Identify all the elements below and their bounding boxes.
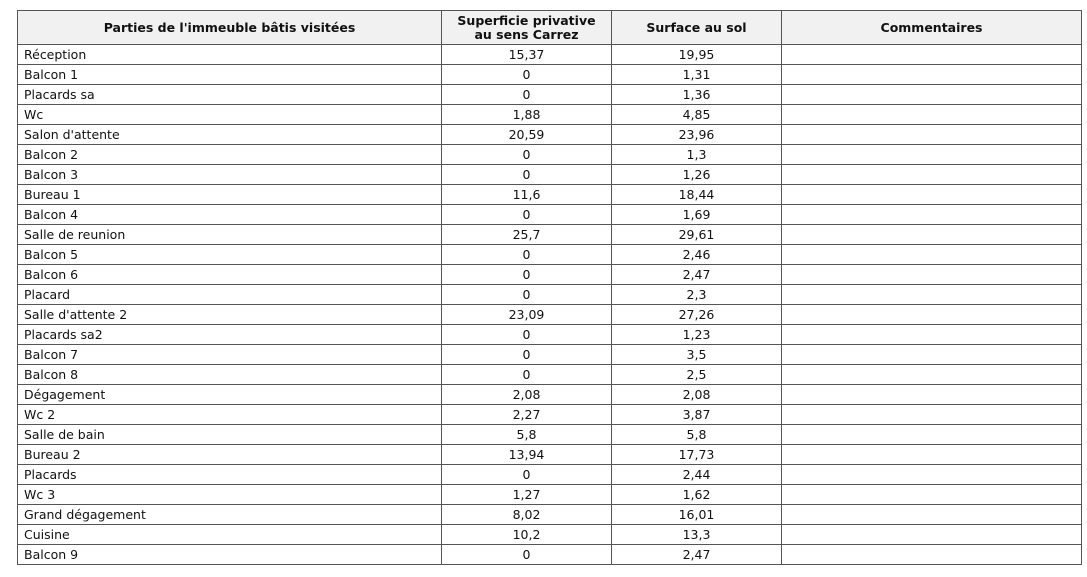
room-name-cell: Placard bbox=[18, 285, 442, 305]
floor-area-cell: 1,23 bbox=[612, 325, 782, 345]
table-row bbox=[18, 465, 1082, 485]
comment-cell bbox=[782, 445, 1082, 465]
carrez-area-cell: 0 bbox=[442, 365, 612, 385]
floor-area-cell: 23,96 bbox=[612, 125, 782, 145]
room-name-cell: Balcon 7 bbox=[18, 345, 442, 365]
comment-cell bbox=[782, 65, 1082, 85]
room-name-cell: Balcon 5 bbox=[18, 245, 442, 265]
room-name-cell: Cuisine bbox=[18, 525, 442, 545]
room-name-cell: Balcon 1 bbox=[18, 65, 442, 85]
comment-cell bbox=[782, 325, 1082, 345]
floor-area-cell: 18,44 bbox=[612, 185, 782, 205]
header-room: Parties de l'immeuble bâtis visitées bbox=[18, 11, 442, 45]
floor-area-cell: 1,36 bbox=[612, 85, 782, 105]
table-row bbox=[18, 45, 1082, 65]
table-row bbox=[18, 285, 1082, 305]
floor-area-cell: 27,26 bbox=[612, 305, 782, 325]
floor-area-cell: 29,61 bbox=[612, 225, 782, 245]
table-row bbox=[18, 305, 1082, 325]
carrez-area-cell: 13,94 bbox=[442, 445, 612, 465]
comment-cell bbox=[782, 245, 1082, 265]
carrez-area-cell: 25,7 bbox=[442, 225, 612, 245]
room-name-cell: Placards sa bbox=[18, 85, 442, 105]
comment-cell bbox=[782, 225, 1082, 245]
comment-cell bbox=[782, 45, 1082, 65]
comment-cell bbox=[782, 105, 1082, 125]
carrez-area-cell: 0 bbox=[442, 285, 612, 305]
floor-area-cell: 2,08 bbox=[612, 385, 782, 405]
comment-cell bbox=[782, 145, 1082, 165]
table-row bbox=[18, 365, 1082, 385]
floor-area-cell: 4,85 bbox=[612, 105, 782, 125]
room-name-cell: Wc 2 bbox=[18, 405, 442, 425]
room-name-cell: Salle d'attente 2 bbox=[18, 305, 442, 325]
room-name-cell: Bureau 1 bbox=[18, 185, 442, 205]
carrez-area-cell: 8,02 bbox=[442, 505, 612, 525]
comment-cell bbox=[782, 165, 1082, 185]
comment-cell bbox=[782, 505, 1082, 525]
comment-cell bbox=[782, 525, 1082, 545]
floor-area-cell: 3,87 bbox=[612, 405, 782, 425]
carrez-area-cell: 0 bbox=[442, 465, 612, 485]
room-name-cell: Placards bbox=[18, 465, 442, 485]
room-name-cell: Grand dégagement bbox=[18, 505, 442, 525]
carrez-area-cell: 0 bbox=[442, 325, 612, 345]
carrez-area-cell: 2,27 bbox=[442, 405, 612, 425]
room-name-cell: Salon d'attente bbox=[18, 125, 442, 145]
carrez-area-cell: 11,6 bbox=[442, 185, 612, 205]
room-name-cell: Salle de reunion bbox=[18, 225, 442, 245]
floor-area-cell: 16,01 bbox=[612, 505, 782, 525]
carrez-area-cell: 1,27 bbox=[442, 485, 612, 505]
table-row bbox=[18, 545, 1082, 565]
room-name-cell: Placards sa2 bbox=[18, 325, 442, 345]
table-row bbox=[18, 205, 1082, 225]
table-header bbox=[18, 11, 1082, 45]
floor-area-cell: 19,95 bbox=[612, 45, 782, 65]
table-row bbox=[18, 225, 1082, 245]
carrez-area-cell: 23,09 bbox=[442, 305, 612, 325]
carrez-area-cell: 0 bbox=[442, 345, 612, 365]
table-row bbox=[18, 185, 1082, 205]
comment-cell bbox=[782, 545, 1082, 565]
floor-area-cell: 17,73 bbox=[612, 445, 782, 465]
room-name-cell: Réception bbox=[18, 45, 442, 65]
floor-area-cell: 5,8 bbox=[612, 425, 782, 445]
carrez-area-cell: 5,8 bbox=[442, 425, 612, 445]
room-name-cell: Balcon 9 bbox=[18, 545, 442, 565]
room-name-cell: Bureau 2 bbox=[18, 445, 442, 465]
table-row bbox=[18, 85, 1082, 105]
comment-cell bbox=[782, 385, 1082, 405]
header-floor-area: Surface au sol bbox=[612, 11, 782, 45]
comment-cell bbox=[782, 405, 1082, 425]
table-row bbox=[18, 165, 1082, 185]
floor-area-cell: 2,47 bbox=[612, 545, 782, 565]
comment-cell bbox=[782, 265, 1082, 285]
room-name-cell: Balcon 3 bbox=[18, 165, 442, 185]
carrez-area-cell: 10,2 bbox=[442, 525, 612, 545]
room-name-cell: Balcon 4 bbox=[18, 205, 442, 225]
floor-area-cell: 2,3 bbox=[612, 285, 782, 305]
table-row bbox=[18, 445, 1082, 465]
comment-cell bbox=[782, 305, 1082, 325]
carrez-area-cell: 0 bbox=[442, 245, 612, 265]
comment-cell bbox=[782, 125, 1082, 145]
carrez-area-cell: 0 bbox=[442, 145, 612, 165]
carrez-area-cell: 20,59 bbox=[442, 125, 612, 145]
table-row bbox=[18, 265, 1082, 285]
table-row bbox=[18, 245, 1082, 265]
floor-area-cell: 1,26 bbox=[612, 165, 782, 185]
floor-area-cell: 1,62 bbox=[612, 485, 782, 505]
carrez-area-cell: 0 bbox=[442, 165, 612, 185]
table-row bbox=[18, 105, 1082, 125]
table-row bbox=[18, 65, 1082, 85]
header-comments: Commentaires bbox=[782, 11, 1082, 45]
floor-area-cell: 2,5 bbox=[612, 365, 782, 385]
table-row bbox=[18, 505, 1082, 525]
header-carrez-area: Superficie privative au sens Carrez bbox=[442, 11, 612, 45]
carrez-area-cell: 0 bbox=[442, 65, 612, 85]
table-row bbox=[18, 125, 1082, 145]
comment-cell bbox=[782, 365, 1082, 385]
comment-cell bbox=[782, 285, 1082, 305]
room-name-cell: Wc 3 bbox=[18, 485, 442, 505]
comment-cell bbox=[782, 185, 1082, 205]
comment-cell bbox=[782, 85, 1082, 105]
header-row bbox=[18, 11, 1082, 45]
table-row bbox=[18, 425, 1082, 445]
comment-cell bbox=[782, 345, 1082, 365]
carrez-area-cell: 0 bbox=[442, 85, 612, 105]
table-body bbox=[18, 45, 1082, 565]
table-row bbox=[18, 525, 1082, 545]
room-name-cell: Wc bbox=[18, 105, 442, 125]
floor-area-cell: 1,69 bbox=[612, 205, 782, 225]
room-name-cell: Balcon 2 bbox=[18, 145, 442, 165]
carrez-area-cell: 1,88 bbox=[442, 105, 612, 125]
floor-area-cell: 2,46 bbox=[612, 245, 782, 265]
table-row bbox=[18, 345, 1082, 365]
floor-area-cell: 1,31 bbox=[612, 65, 782, 85]
table-row bbox=[18, 385, 1082, 405]
comment-cell bbox=[782, 465, 1082, 485]
table-row bbox=[18, 145, 1082, 165]
floor-area-cell: 3,5 bbox=[612, 345, 782, 365]
carrez-area-cell: 0 bbox=[442, 205, 612, 225]
comment-cell bbox=[782, 485, 1082, 505]
table-row bbox=[18, 485, 1082, 505]
comment-cell bbox=[782, 425, 1082, 445]
room-name-cell: Balcon 8 bbox=[18, 365, 442, 385]
carrez-area-cell: 15,37 bbox=[442, 45, 612, 65]
floor-area-cell: 13,3 bbox=[612, 525, 782, 545]
room-name-cell: Balcon 6 bbox=[18, 265, 442, 285]
surface-table bbox=[17, 10, 1082, 565]
room-name-cell: Dégagement bbox=[18, 385, 442, 405]
table-row bbox=[18, 405, 1082, 425]
table-row bbox=[18, 325, 1082, 345]
floor-area-cell: 2,47 bbox=[612, 265, 782, 285]
floor-area-cell: 2,44 bbox=[612, 465, 782, 485]
floor-area-cell: 1,3 bbox=[612, 145, 782, 165]
carrez-area-cell: 0 bbox=[442, 545, 612, 565]
comment-cell bbox=[782, 205, 1082, 225]
carrez-area-cell: 2,08 bbox=[442, 385, 612, 405]
carrez-area-cell: 0 bbox=[442, 265, 612, 285]
room-name-cell: Salle de bain bbox=[18, 425, 442, 445]
